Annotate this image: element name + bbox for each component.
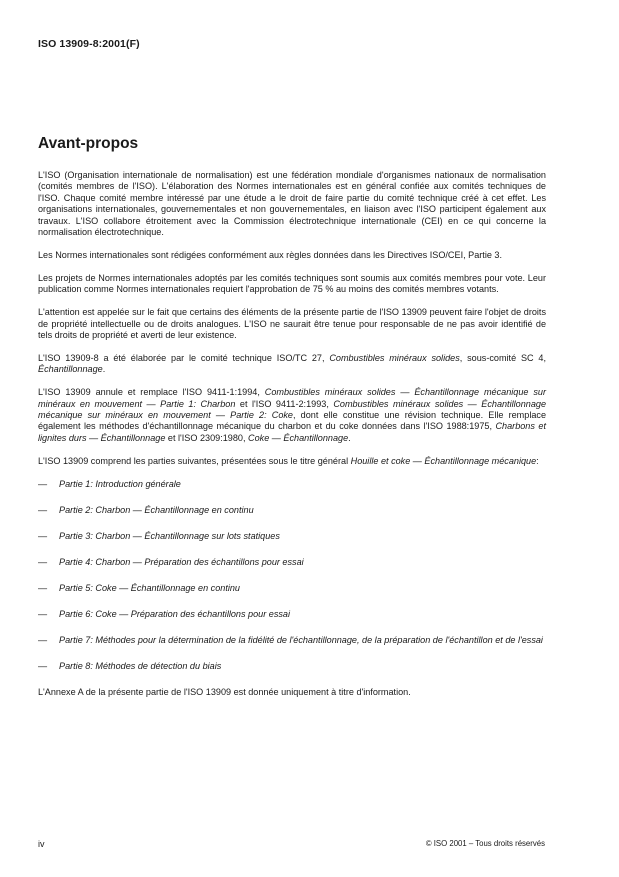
italic-title: Coke — Échantillonnage [248,432,349,443]
dash-bullet: — [38,582,48,593]
paragraph-annex-note: L'Annexe A de la présente partie de l'ISO 13909 est donnée uniquement à titre d'information. [38,686,411,697]
dash-bullet: — [38,608,48,619]
paragraph-committee [38,353,546,376]
paragraph-iso-intro: L'ISO (Organisation internationale de normalisation) est une fédération mondiale d'organismes nationaux de normalisation (comités membres de l'ISO). L'élaboration des Normes internationales est en général confiée aux comités techniques de l'ISO. Chaque comité membre intéressé par une étude a le droit de faire partie du comité technique créé à cet effet. Les organisations internationales, gouvernementales et non gouvernementales, en liaison avec l'ISO participent également aux travaux. L'ISO collabore étroitement avec la Commission électrotechnique internationale (CEI) en ce qui concerne la normalisation électrotechnique. [38,170,546,238]
list-item-text: Partie 8: Méthodes de détection du biais [59,660,222,671]
list-item [38,609,546,620]
list-item-text: Partie 4: Charbon — Préparation des échantillons pour essai [59,556,304,567]
italic-title: Combustibles minéraux solides — Échantillonnage mécanique sur minéraux en mouvement — Partie 2: Coke [38,398,546,420]
italic-title: Combustibles minéraux solides — Échantillonnage mécanique sur minéraux en mouvement — Partie 1: Charbon [38,387,546,409]
text-span: , dont elle constitue une révision technique. Elle remplace également les méthodes d'échantillonnage mécanique du charbon et du coke données dans l'ISO 1988:1975, [38,410,546,432]
dash-bullet: — [38,530,48,541]
paragraph-directives: Les Normes internationales sont rédigées conformément aux règles données dans les Directives ISO/CEI, Partie 3. [38,249,503,260]
list-item [38,635,546,646]
text-span: L'ISO 13909 annule et remplace l'ISO 9411-1:1994, [38,387,265,398]
dash-bullet: — [38,504,48,515]
copyright-notice: © ISO 2001 – Tous droits réservés [425,839,545,848]
text-span: L'ISO 13909 comprend les parties suivantes, présentées sous le titre général [38,455,351,466]
italic-title: Houille et coke — Échantillonnage mécanique [350,455,537,466]
list-item [38,557,546,568]
list-item [38,583,546,594]
list-item [38,661,546,672]
list-item-text: Partie 6: Coke — Préparation des échantillons pour essai [59,608,291,619]
dash-bullet: — [38,478,48,489]
document-id-header: ISO 13909-8:2001(F) [38,38,140,50]
paragraph-voting: Les projets de Normes internationales adoptés par les comités techniques sont soumis aux comités membres pour vote. Leur publication comme Normes internationales requiert l'approbation de 75 % au moins des comités membres votants. [38,272,546,295]
list-item-text: Partie 2: Charbon — Échantillonnage en continu [59,504,254,515]
text-span: , sous-comité SC 4, [459,352,546,363]
text-span: L'ISO 13909-8 a été élaborée par le comité technique ISO/TC 27, [38,352,330,363]
italic-title: Charbons et lignites durs — Échantillonnage [38,421,547,443]
list-item-text: Partie 1: Introduction générale [59,478,181,489]
dash-bullet: — [38,660,48,671]
paragraph-parts-intro [38,456,546,467]
list-item-text: Partie 3: Charbon — Échantillonnage sur lots statiques [59,530,280,541]
dash-bullet: — [38,634,48,645]
list-item [38,505,546,516]
text-span: . [348,432,351,443]
italic-title: Combustibles minéraux solides [329,352,460,363]
foreword-body [38,170,546,710]
paragraph-replaces [38,387,546,444]
list-item [38,531,546,542]
page-number: iv [38,839,45,849]
section-title: Avant-propos [38,135,139,152]
text-span: : [536,455,539,466]
text-span: . [102,364,106,375]
text-span: et l'ISO 9411-2:1993, [235,398,334,409]
parts-list [38,479,546,672]
paragraph-patent-rights: L'attention est appelée sur le fait que certains des éléments de la présente partie de l'ISO 13909 peuvent faire l'objet de droits de propriété intellectuelle ou de droits analogues. L'ISO ne saurait être tenue pour responsable de ne pas avoir identifié de tels droits de propriété et averti de leur existence. [38,307,546,340]
list-item-text: Partie 5: Coke — Échantillonnage en continu [59,582,240,593]
list-item [38,479,546,490]
dash-bullet: — [38,556,48,567]
italic-title: Échantillonnage [38,364,103,375]
text-span: et l'ISO 2309:1980, [165,432,249,443]
list-item-text: Partie 7: Méthodes pour la détermination de la fidélité de l'échantillonnage, de la préparation de l'échantillon et de l'essai [59,634,543,645]
